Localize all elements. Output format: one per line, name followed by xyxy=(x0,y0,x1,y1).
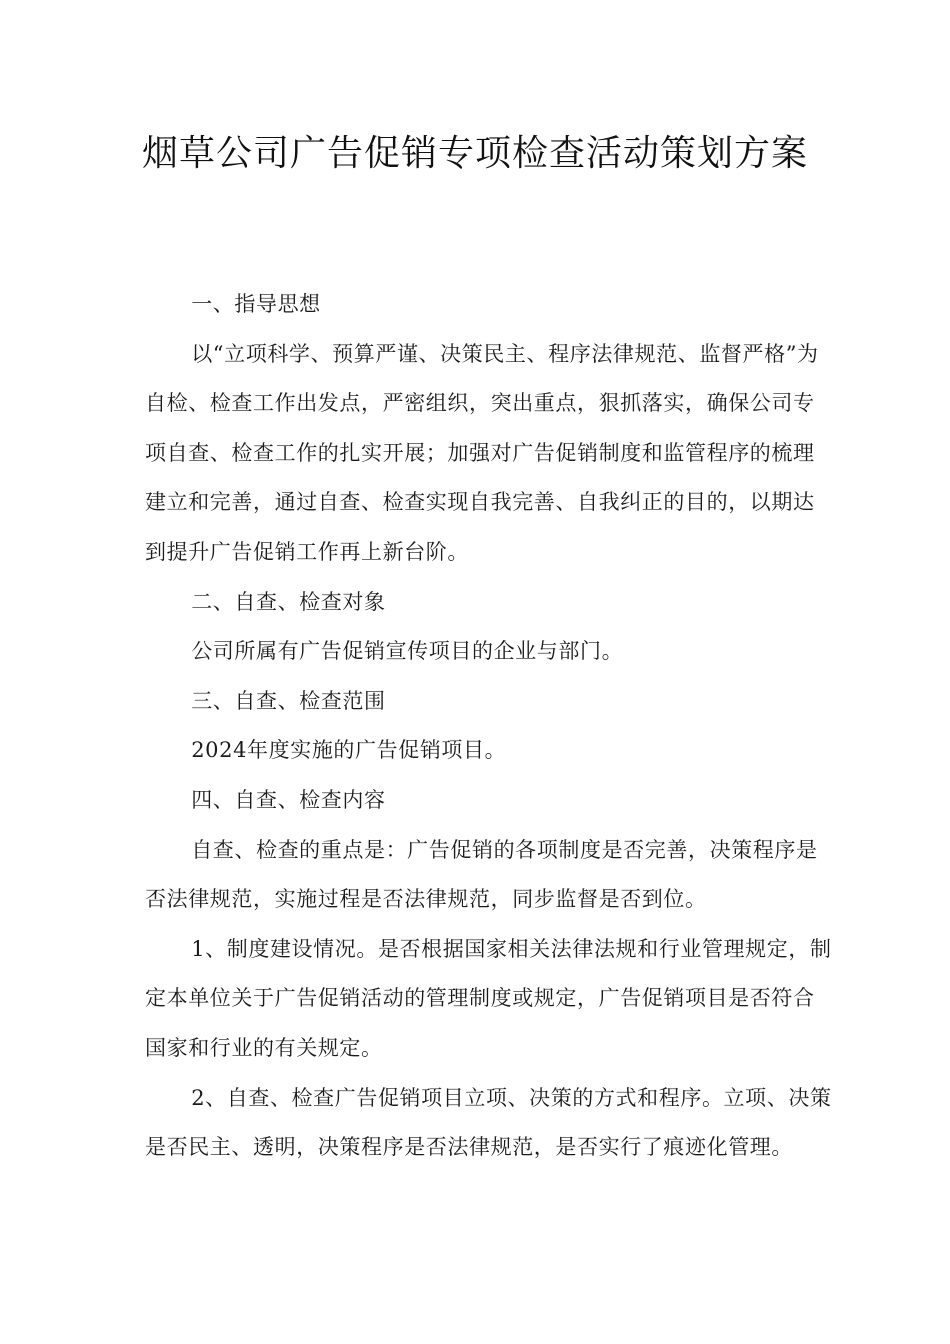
paragraph-inspection-focus: 自查、检查的重点是：广告促销的各项制度是否完善，决策程序是否法律规范，实施过程是否法律规范，同步监督是否到位。 xyxy=(145,837,818,912)
section-heading-inspection-content: 四、自查、检查内容 xyxy=(191,787,386,812)
document-title: 烟草公司广告促销专项检查活动策划方案 xyxy=(141,133,808,174)
section-heading-inspection-targets: 二、自查、检查对象 xyxy=(191,589,386,614)
section-heading-inspection-scope: 三、自查、检查范围 xyxy=(191,688,386,713)
paragraph-guiding-ideology: 以“立项科学、预算严谨、决策民主、程序法律规范、监督严格”为自检、检查工作出发点，严密组织，突出重点，狠抓落实，确保公司专项自查、检查工作的扎实开展；加强对广告促销制度和监管程序的梳理建立和完善，通过自查、检查实现自我完善、自我纠正的目的，以期达到提升广告促销工作再上新台阶。 xyxy=(145,341,819,564)
section-heading-guiding-ideology: 一、指导思想 xyxy=(191,292,321,316)
paragraph-inspection-scope: 2024年度实施的广告促销项目。 xyxy=(191,738,507,763)
paragraph-item-1: 1、制度建设情况。是否根据国家相关法律法规和行业管理规定，制定本单位关于广告促销活动的管理制度或规定，广告促销项目是否符合国家和行业的有关规定。 xyxy=(145,936,832,1060)
paragraph-inspection-targets: 公司所属有广告促销宣传项目的企业与部门。 xyxy=(191,639,624,664)
document-body xyxy=(145,280,835,1173)
paragraph-item-2: 2、自查、检查广告促销项目立项、决策的方式和程序。立项、决策是否民主、透明，决策程序是否法律规范，是否实行了痕迹化管理。 xyxy=(145,1085,832,1160)
